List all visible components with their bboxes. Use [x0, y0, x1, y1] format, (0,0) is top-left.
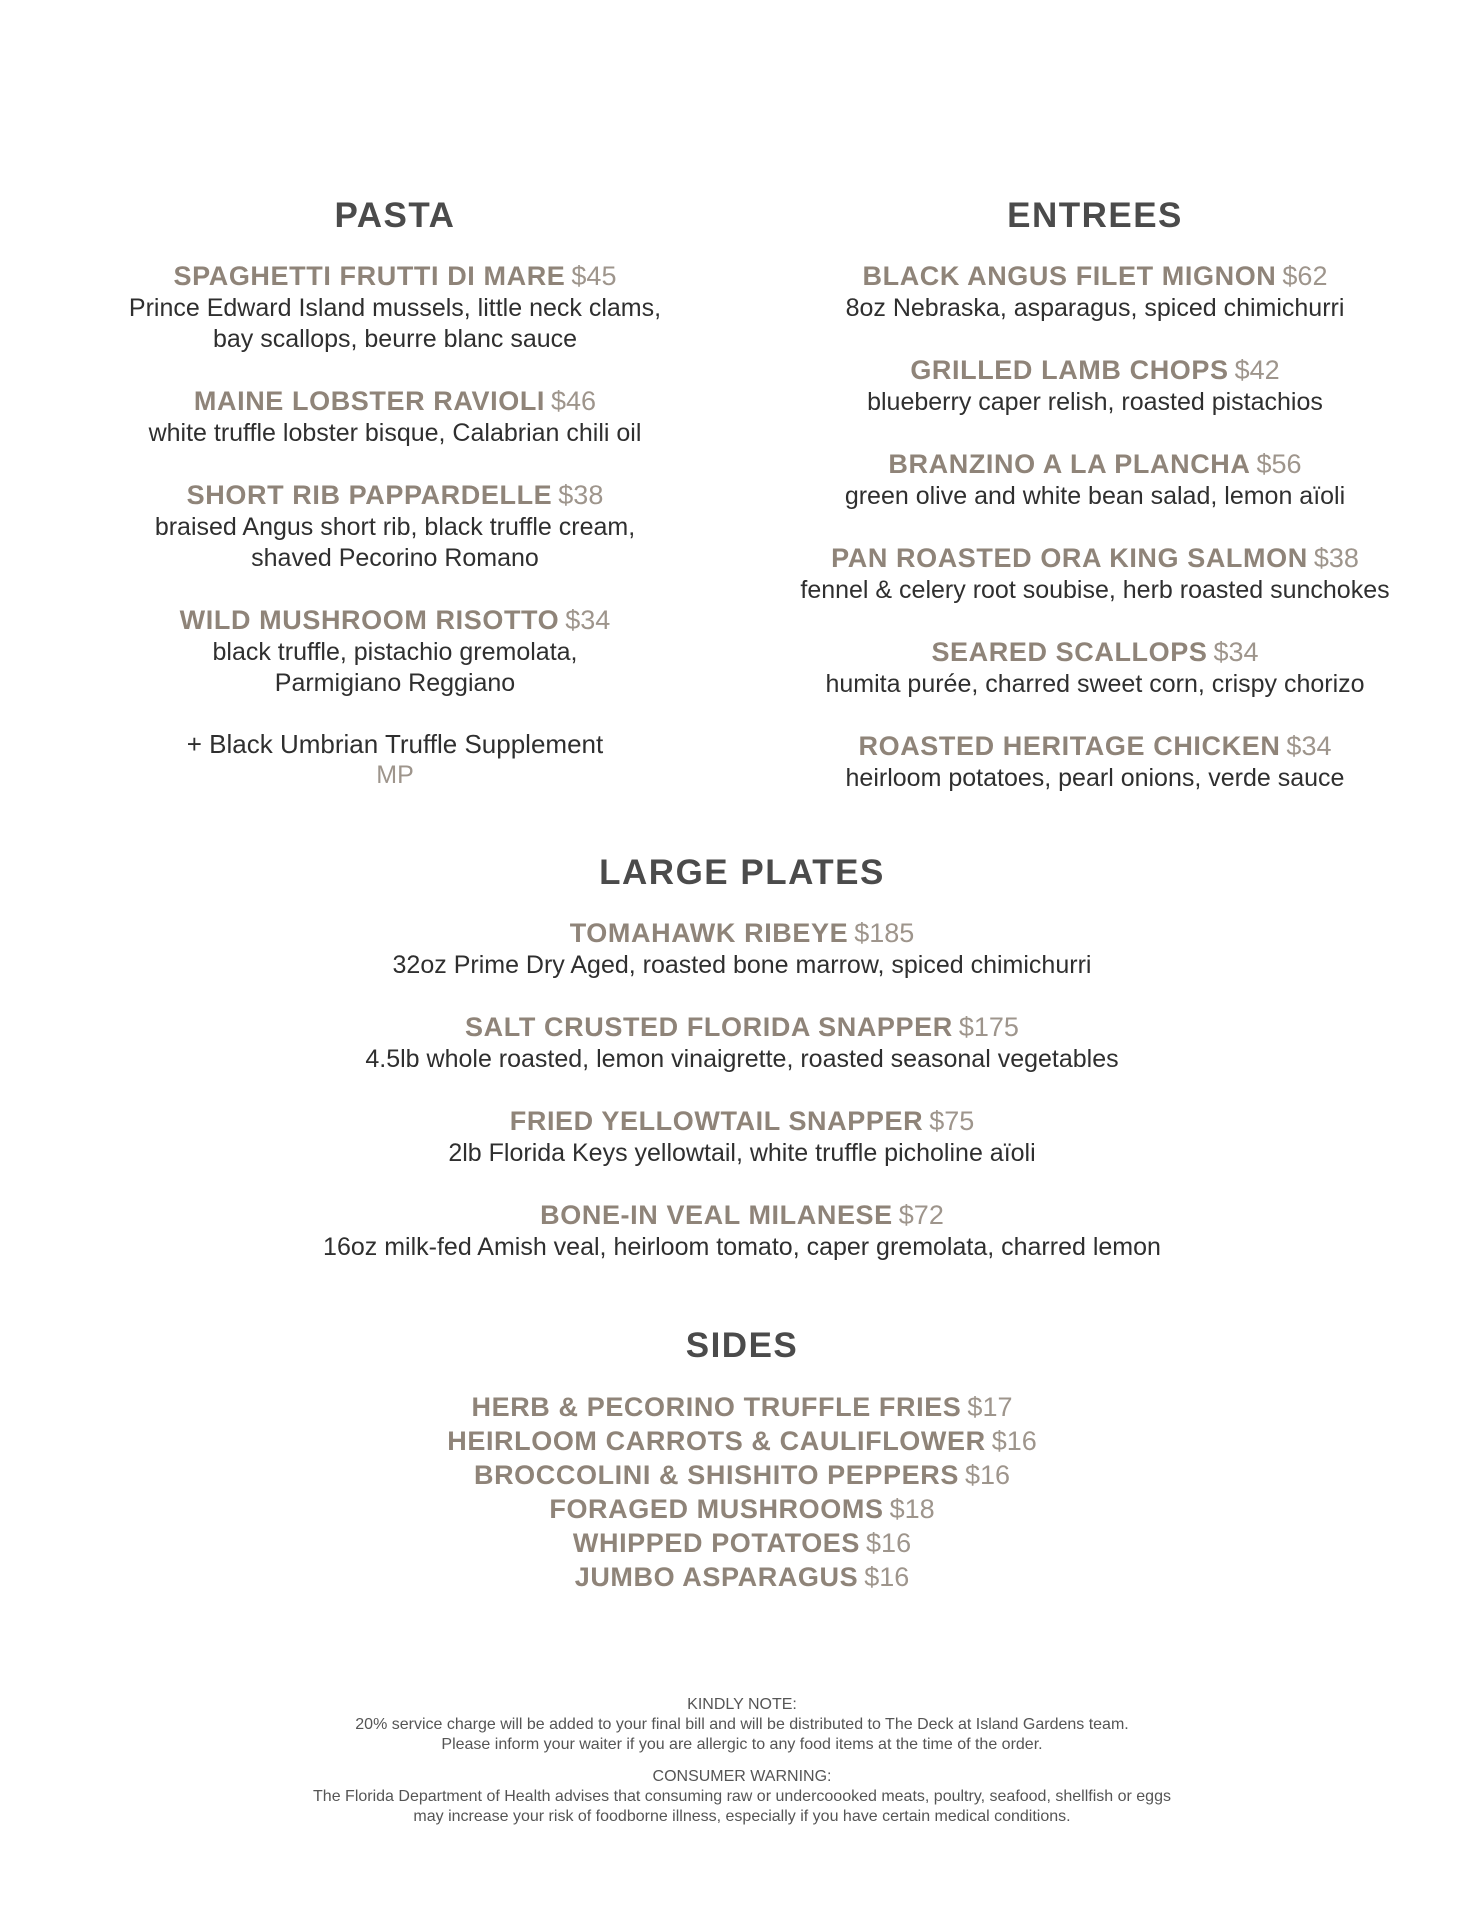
- kindly-note-title: KINDLY NOTE:: [687, 1696, 797, 1713]
- kindly-note-line: 20% service charge will be added to your final bill and will be distributed to The Deck at Island Gardens team.: [355, 1716, 1129, 1733]
- item-price: $45: [571, 261, 617, 291]
- item-description: bay scallops, beurre blanc sauce: [212, 325, 578, 353]
- menu-item: [760, 260, 1430, 324]
- kindly-note-line: Please inform your waiter if you are allergic to any food items at the time of the order.: [441, 1736, 1043, 1753]
- menu-item: [0, 917, 1484, 981]
- footer-notes: [0, 1695, 1484, 1839]
- consumer-warning-line: The Florida Department of Health advises that consuming raw or undercoooked meats, poultry, seafood, shellfish or eggs: [313, 1788, 1171, 1805]
- item-name: BRANZINO A LA PLANCHA: [888, 449, 1251, 479]
- menu-item: [60, 385, 730, 449]
- item-price: $175: [958, 1012, 1019, 1042]
- item-description: black truffle, pistachio gremolata,: [212, 638, 578, 666]
- item-description: 16oz milk-fed Amish veal, heirloom tomato, caper gremolata, charred lemon: [323, 1233, 1161, 1261]
- item-price: $18: [889, 1494, 935, 1524]
- item-description: shaved Pecorino Romano: [251, 544, 539, 572]
- item-price: $38: [1313, 543, 1359, 573]
- item-description: humita purée, charred sweet corn, crispy chorizo: [825, 670, 1365, 698]
- item-name: ROASTED HERITAGE CHICKEN: [858, 731, 1281, 761]
- section-title-sides: SIDES: [685, 1326, 799, 1365]
- item-description: Parmigiano Reggiano: [274, 669, 516, 697]
- item-price: $17: [967, 1392, 1013, 1422]
- item-price: $16: [991, 1426, 1037, 1456]
- item-price: $56: [1256, 449, 1302, 479]
- item-price: $46: [551, 386, 597, 416]
- item-name: SPAGHETTI FRUTTI DI MARE: [173, 261, 566, 291]
- side-item: [0, 1424, 1484, 1458]
- pasta-section: [60, 196, 730, 821]
- item-name: JUMBO ASPARAGUS: [574, 1562, 859, 1592]
- item-description: braised Angus short rib, black truffle cream,: [154, 513, 636, 541]
- item-price: $34: [1286, 731, 1332, 761]
- side-item: [0, 1390, 1484, 1424]
- item-description: heirloom potatoes, pearl onions, verde sauce: [845, 764, 1345, 792]
- item-name: BROCCOLINI & SHISHITO PEPPERS: [473, 1460, 959, 1490]
- menu-item: [0, 1105, 1484, 1169]
- consumer-warning-title: CONSUMER WARNING:: [652, 1768, 832, 1785]
- consumer-warning-line: may increase your risk of foodborne illness, especially if you have certain medical conditions.: [413, 1808, 1071, 1825]
- item-name: SEARED SCALLOPS: [931, 637, 1208, 667]
- item-name: MAINE LOBSTER RAVIOLI: [193, 386, 546, 416]
- item-description: 4.5lb whole roasted, lemon vinaigrette, roasted seasonal vegetables: [365, 1045, 1119, 1073]
- supplement-price: MP: [376, 761, 414, 789]
- menu-item: [760, 730, 1430, 794]
- supplement-label: + Black Umbrian Truffle Supplement: [186, 729, 604, 759]
- item-description: white truffle lobster bisque, Calabrian chili oil: [148, 419, 642, 447]
- item-description: green olive and white bean salad, lemon aïoli: [844, 482, 1346, 510]
- consumer-warning: [0, 1767, 1484, 1827]
- item-name: BONE-IN VEAL MILANESE: [540, 1200, 893, 1230]
- menu-item: [0, 1199, 1484, 1263]
- large-plates-section: [0, 853, 1484, 1293]
- side-item: [0, 1492, 1484, 1526]
- truffle-supplement: [60, 729, 730, 791]
- menu-item: [760, 354, 1430, 418]
- item-name: TOMAHAWK RIBEYE: [569, 918, 849, 948]
- side-item: [0, 1560, 1484, 1594]
- item-price: $42: [1234, 355, 1280, 385]
- menu-item: [60, 604, 730, 699]
- item-price: $62: [1282, 261, 1328, 291]
- item-description: fennel & celery root soubise, herb roasted sunchokes: [800, 576, 1390, 604]
- item-name: WHIPPED POTATOES: [572, 1528, 861, 1558]
- section-title-entrees: ENTREES: [1007, 196, 1183, 235]
- item-name: HERB & PECORINO TRUFFLE FRIES: [471, 1392, 962, 1422]
- menu-item: [760, 636, 1430, 700]
- item-price: $34: [565, 605, 611, 635]
- item-price: $16: [866, 1528, 912, 1558]
- menu-item: [60, 479, 730, 574]
- item-description: 8oz Nebraska, asparagus, spiced chimichurri: [845, 294, 1345, 322]
- item-price: $34: [1213, 637, 1259, 667]
- menu-item: [760, 542, 1430, 606]
- item-description: blueberry caper relish, roasted pistachios: [867, 388, 1323, 416]
- item-price: $185: [854, 918, 915, 948]
- item-name: SALT CRUSTED FLORIDA SNAPPER: [465, 1012, 953, 1042]
- item-description: 2lb Florida Keys yellowtail, white truffle picholine aïoli: [448, 1139, 1036, 1167]
- menu-item: [60, 260, 730, 355]
- section-title-pasta: PASTA: [334, 196, 456, 235]
- item-name: GRILLED LAMB CHOPS: [910, 355, 1229, 385]
- item-name: HEIRLOOM CARROTS & CAULIFLOWER: [447, 1426, 986, 1456]
- side-item: [0, 1526, 1484, 1560]
- item-name: PAN ROASTED ORA KING SALMON: [831, 543, 1308, 573]
- item-price: $75: [929, 1106, 975, 1136]
- item-name: FRIED YELLOWTAIL SNAPPER: [509, 1106, 924, 1136]
- menu-item: [0, 1011, 1484, 1075]
- item-price: $16: [864, 1562, 910, 1592]
- sides-section: [0, 1326, 1484, 1594]
- item-name: SHORT RIB PAPPARDELLE: [186, 480, 553, 510]
- item-name: BLACK ANGUS FILET MIGNON: [862, 261, 1277, 291]
- kindly-note: [0, 1695, 1484, 1755]
- entrees-section: [760, 196, 1430, 824]
- item-price: $38: [558, 480, 604, 510]
- item-description: 32oz Prime Dry Aged, roasted bone marrow, spiced chimichurri: [392, 951, 1092, 979]
- item-name: FORAGED MUSHROOMS: [549, 1494, 884, 1524]
- item-price: $16: [964, 1460, 1011, 1490]
- section-title-large-plates: LARGE PLATES: [599, 853, 885, 892]
- item-name: WILD MUSHROOM RISOTTO: [179, 605, 560, 635]
- side-item: [0, 1458, 1484, 1492]
- item-description: Prince Edward Island mussels, little neck clams,: [128, 294, 662, 322]
- menu-item: [760, 448, 1430, 512]
- item-price: $72: [898, 1200, 944, 1230]
